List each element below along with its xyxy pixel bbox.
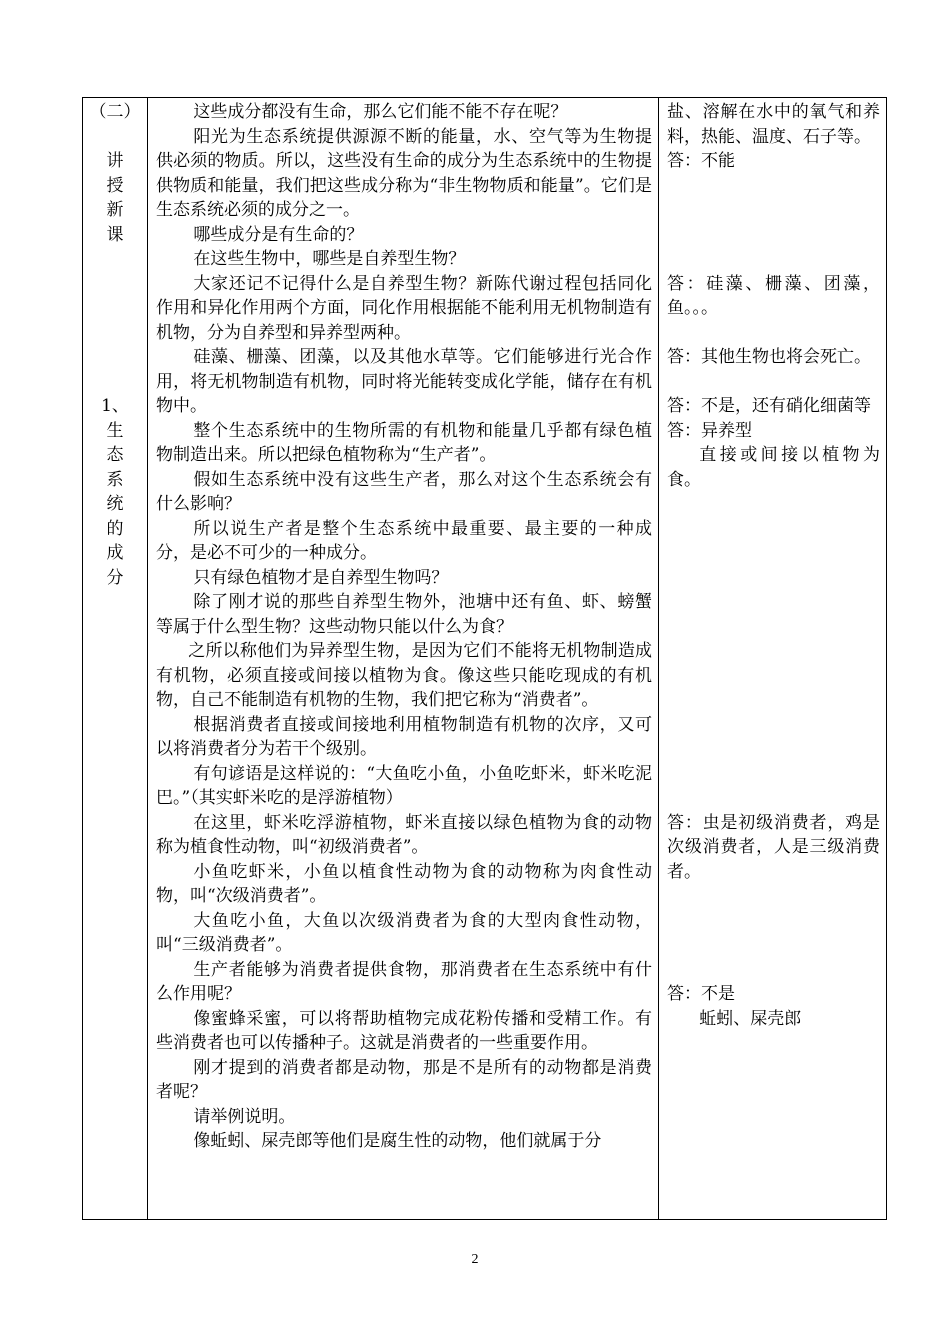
content-paragraph: 阳光为生态系统提供源源不断的能量，水、空气等为生物提供必须的物质。所以，这些没有生命的成分为生态系统中的生物提供物质和能量，我们把这些成分称为“非生物物质和能量”。它们是生态系统必须的成分之一。	[156, 126, 652, 220]
table-row	[83, 98, 887, 1220]
content-paragraph: 这些成分都没有生命，那么它们能不能不存在呢？	[193, 102, 568, 122]
content-paragraph: 在这里，虾米吃浮游植物，虾米直接以绿色植物为食的动物称为植食性动物，叫“初级消费者”。	[156, 812, 652, 857]
content-paragraph: 有句谚语是这样说的：“大鱼吃小鱼，小鱼吃虾米，虾米吃泥巴。”（其实虾米吃的是浮游植物）	[156, 763, 652, 808]
answer-text: 答：虫是初级消费者，鸡是次级消费者，人是三级消费者。	[667, 812, 880, 882]
content-paragraph: 所以说生产者是整个生态系统中最重要、最主要的一种成分，是必不可少的一种成分。	[156, 518, 652, 563]
subsection-title-char: 态	[106, 445, 124, 465]
lesson-plan-table	[82, 97, 887, 1220]
answer-text: 盐、溶解在水中的氧气和养料，热能、温度、石子等。	[667, 102, 880, 147]
subsection-title-char: 生	[106, 420, 124, 441]
section-number: （二）	[89, 102, 141, 122]
section-label-cell	[83, 98, 148, 1220]
content-paragraph: 假如生态系统中没有这些生产者，那么对这个生态系统会有什么影响？	[156, 469, 652, 514]
answer-text: 答：其他生物也将会死亡。	[667, 347, 871, 367]
subsection-title-char: 分	[106, 567, 124, 588]
teaching-content-cell	[148, 98, 659, 1220]
section-title-char: 讲	[106, 151, 124, 171]
subsection-title-char: 统	[106, 494, 124, 514]
page-number: 2	[471, 1252, 479, 1267]
content-paragraph: 除了刚才说的那些自养型生物外，池塘中还有鱼、虾、螃蟹等属于什么型生物？这些动物只能以什么为食？	[156, 592, 652, 637]
content-paragraph: 小鱼吃虾米，小鱼以植食性动物为食的动物称为肉食性动物，叫“次级消费者”。	[156, 861, 652, 906]
content-paragraph: 整个生态系统中的生物所需的有机物和能量几乎都有绿色植物制造出来。所以把绿色植物称为“生产者”。	[156, 420, 652, 465]
answer-text: 答：不是	[667, 984, 735, 1004]
content-paragraph: 像蜜蜂采蜜，可以将帮助植物完成花粉传播和受精工作。有些消费者也可以传播种子。这就是消费者的一些重要作用。	[156, 1008, 652, 1053]
section-title-char: 授	[106, 175, 124, 196]
content-paragraph: 请举例说明。	[193, 1106, 296, 1127]
content-paragraph: 大鱼吃小鱼，大鱼以次级消费者为食的大型肉食性动物，叫“三级消费者”。	[156, 910, 652, 955]
content-paragraph: 大家还记不记得什么是自养型生物？新陈代谢过程包括同化作用和异化作用两个方面，同化作用根据能不能利用无机物制造有机物，分为自养型和异养型两种。	[156, 273, 652, 343]
section-title-char: 课	[106, 224, 124, 245]
content-paragraph: 在这些生物中，哪些是自养型生物？	[193, 249, 466, 269]
answer-text: 答：异养型	[667, 420, 752, 441]
answer-text: 答：硅藻、栅藻、团藻，鱼。。。	[667, 273, 880, 318]
content-paragraph: 哪些成分是有生命的？	[193, 224, 364, 245]
content-paragraph: 根据消费者直接或间接地利用植物制造有机物的次序，又可以将消费者分为若干个级别。	[156, 714, 652, 759]
answer-text: 答：不能	[667, 151, 735, 171]
subsection-title-char: 的	[106, 518, 124, 539]
content-paragraph: 刚才提到的消费者都是动物，那是不是所有的动物都是消费者呢？	[156, 1057, 652, 1102]
answer-text: 蚯蚓、屎壳郎	[699, 1008, 802, 1029]
content-paragraph: 生产者能够为消费者提供食物，那消费者在生态系统中有什么作用呢？	[156, 959, 652, 1004]
answer-text: 直接或间接以植物为食。	[667, 445, 880, 490]
subsection-title-char: 成	[106, 543, 124, 563]
content-paragraph: 像蚯蚓、屎壳郎等他们是腐生性的动物，他们就属于分	[193, 1131, 602, 1151]
answer-text: 答：不是，还有硝化细菌等	[667, 396, 871, 416]
content-paragraph: 硅藻、栅藻、团藻，以及其他水草等。它们能够进行光合作用，将无机物制造有机物，同时将光能转变成化学能，储存在有机物中。	[156, 347, 652, 416]
content-paragraph: 只有绿色植物才是自养型生物吗？	[193, 567, 449, 588]
student-answer-cell	[659, 98, 887, 1220]
subsection-number: 1、	[101, 396, 129, 416]
subsection-title-char: 系	[106, 469, 124, 490]
section-title-char: 新	[106, 200, 124, 220]
content-paragraph: 之所以称他们为异养型生物，是因为它们不能将无机物制造成有机物，必须直接或间接以植物为食。像这些只能吃现成的有机物，自己不能制造有机物的生物，我们把它称为“消费者”。	[156, 641, 652, 710]
